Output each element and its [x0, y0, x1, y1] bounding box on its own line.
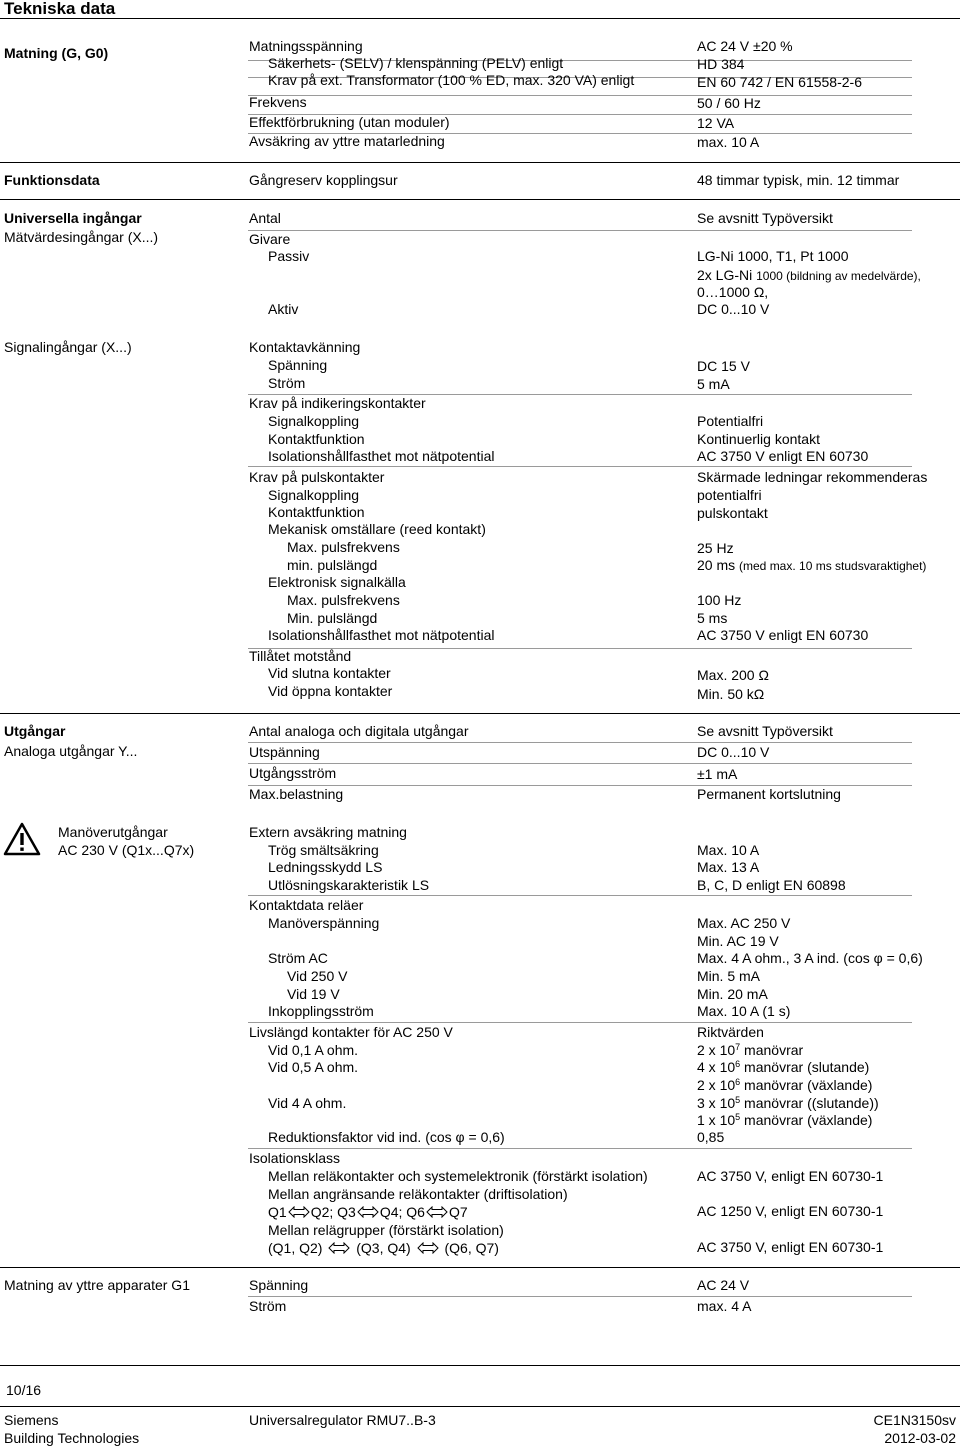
row-value: potentialfri [697, 487, 762, 503]
section-universella: Universella ingångar [4, 210, 142, 226]
footer-doc-id: CE1N3150sv [873, 1412, 956, 1428]
row-label: Trög smältsäkring [268, 842, 379, 858]
row-value: Max. 10 A [697, 842, 760, 858]
row-value: 25 Hz [697, 540, 734, 556]
row-value: Min. AC 19 V [697, 933, 779, 949]
row-label: Givare [249, 231, 291, 247]
section-funktionsdata: Funktionsdata [4, 172, 100, 188]
row-label: Vid 0,5 A ohm. [268, 1059, 359, 1075]
row-value: 5 ms [697, 610, 728, 626]
row-rule [248, 1148, 912, 1149]
row-value: 20 ms (med max. 10 ms studsvaraktighet) [697, 557, 927, 573]
row-label: (Q1, Q2) (Q3, Q4) (Q6, Q7) [268, 1240, 499, 1256]
row-value: 100 Hz [697, 592, 742, 608]
row-label: Vid slutna kontakter [268, 665, 391, 681]
double-arrow-icon [426, 1206, 448, 1218]
row-label: Inkopplingsström [268, 1003, 374, 1019]
row-value: Max. 10 A (1 s) [697, 1003, 791, 1019]
row-label: Max.belastning [249, 786, 344, 802]
row-label: Kontaktavkänning [249, 339, 361, 355]
row-label: Vid 19 V [287, 986, 340, 1002]
row-value: 2 x $10^6$ manövrar (växlande) [697, 1077, 873, 1093]
page-title: Tekniska data [4, 0, 116, 18]
row-label: Mellan angränsande reläkontakter (driftisolation) [268, 1186, 568, 1202]
warning-triangle-icon [3, 822, 41, 856]
row-value: ±1 mA [697, 766, 738, 782]
section-rule [0, 713, 960, 714]
row-value: Min. 50 kΩ [697, 686, 765, 702]
row-label: Signalkoppling [268, 413, 360, 429]
row-label: Passiv [268, 248, 310, 264]
row-value: max. 4 A [697, 1298, 752, 1314]
row-value: AC 24 V [697, 1277, 750, 1293]
row-label: Avsäkring av yttre matarledning [249, 133, 445, 149]
section-matvarde: Mätvärdesingångar (X...) [4, 229, 159, 245]
row-label: Max. pulsfrekvens [287, 592, 400, 608]
footer-product: Universalregulator RMU7..B-3 [249, 1412, 436, 1428]
row-label: Reduktionsfaktor vid ind. (cos φ = 0,6) [268, 1129, 505, 1145]
row-label: Kontaktdata reläer [249, 897, 364, 913]
title-rule [0, 18, 960, 19]
row-value: Max. 200 Ω [697, 667, 769, 683]
row-rule [248, 742, 912, 743]
row-value: 0,85 [697, 1129, 725, 1145]
row-value: Min. 5 mA [697, 968, 761, 984]
row-value: LG-Ni 1000, T1, Pt 1000 [697, 248, 849, 264]
row-value: 4 x $10^6$ manövrar (slutande) [697, 1059, 870, 1075]
row-value: AC 3750 V, enligt EN 60730-1 [697, 1239, 884, 1255]
row-value: AC 3750 V enligt EN 60730 [697, 627, 869, 643]
row-value: AC 1250 V, enligt EN 60730-1 [697, 1203, 884, 1219]
row-rule [248, 230, 912, 231]
row-rule [248, 95, 912, 96]
page-number: 10/16 [6, 1382, 42, 1398]
row-value: Skärmade ledningar rekommenderas [697, 469, 928, 485]
row-label: Extern avsäkring matning [249, 824, 407, 840]
row-rule [248, 466, 912, 467]
section-matning-yttre: Matning av yttre apparater G1 [4, 1277, 190, 1293]
row-rule [248, 1022, 912, 1023]
row-value: 50 / 60 Hz [697, 95, 761, 111]
row-label: Vid 4 A ohm. [268, 1095, 347, 1111]
row-label: min. pulslängd [287, 557, 378, 573]
row-label: Ström [249, 1298, 287, 1314]
row-label: Mellan reläkontakter och systemelektronik (förstärkt isolation) [268, 1168, 648, 1184]
double-arrow-icon [417, 1242, 439, 1254]
row-value: 12 VA [697, 115, 735, 131]
double-arrow-icon [328, 1242, 350, 1254]
row-value: DC 0...10 V [697, 301, 770, 317]
row-value: DC 15 V [697, 358, 750, 374]
section-manover-2: AC 230 V (Q1x...Q7x) [58, 842, 195, 858]
row-rule [248, 895, 912, 896]
row-label: Frekvens [249, 94, 307, 110]
double-arrow-icon [288, 1206, 310, 1218]
row-value: 48 timmar typisk, min. 12 timmar [697, 172, 900, 188]
row-label: Mellan relägrupper (förstärkt isolation) [268, 1222, 504, 1238]
row-rule [248, 763, 912, 764]
footer-division: Building Technologies [4, 1430, 140, 1446]
row-label: Säkerhets- (SELV) / klenspänning (PELV) enligt [268, 55, 564, 71]
row-value: Max. 13 A [697, 859, 760, 875]
row-value: 5 mA [697, 376, 730, 392]
section-utgangar: Utgångar [4, 723, 66, 739]
row-label: Utlösningskarakteristik LS [268, 877, 430, 893]
row-value: 2x LG-Ni 1000 (bildning av medelvärde), [697, 267, 921, 283]
section-matning: Matning (G, G0) [4, 45, 109, 61]
double-arrow-icon [357, 1206, 379, 1218]
section-analoga: Analoga utgångar Y... [4, 743, 138, 759]
row-label: Krav på pulskontakter [249, 469, 385, 485]
footer-date: 2012-03-02 [884, 1430, 956, 1446]
row-label: Gångreserv kopplingsur [249, 172, 398, 188]
row-value: 1 x $10^5$ manövrar (växlande) [697, 1112, 873, 1128]
section-rule [0, 162, 960, 163]
row-value: Se avsnitt Typöversikt [697, 723, 833, 739]
row-label: Manöverspänning [268, 915, 380, 931]
row-value: EN 60 742 / EN 61558-2-6 [697, 74, 862, 90]
row-value: Max. 4 A ohm., 3 A ind. (cos φ = 0,6) [697, 950, 923, 966]
footer-company: Siemens [4, 1412, 59, 1428]
row-label: Isolationshållfasthet mot nätpotential [268, 448, 495, 464]
row-label: Livslängd kontakter för AC 250 V [249, 1024, 453, 1040]
row-value: B, C, D enligt EN 60898 [697, 877, 846, 893]
row-label: Tillåtet motstånd [249, 648, 352, 664]
row-label: Utgångsström [249, 765, 337, 781]
row-value: DC 0...10 V [697, 744, 770, 760]
row-label: Isolationsklass [249, 1150, 341, 1166]
row-label: Effektförbrukning (utan moduler) [249, 114, 450, 130]
row-value: 3 x $10^5$ manövrar ((slutande)) [697, 1095, 879, 1111]
row-label: Signalkoppling [268, 487, 360, 503]
row-label: Spänning [268, 357, 328, 373]
row-label: Ström [268, 375, 306, 391]
row-label: Ledningsskydd LS [268, 859, 383, 875]
section-rule [0, 199, 960, 200]
section-rule [0, 1267, 960, 1268]
row-label: Krav på indikeringskontakter [249, 395, 426, 411]
row-value: AC 3750 V, enligt EN 60730-1 [697, 1168, 884, 1184]
row-label: Isolationshållfasthet mot nätpotential [268, 627, 495, 643]
row-label: Vid öppna kontakter [268, 683, 393, 699]
row-label: Q1 Q2; Q3 Q4; Q6 Q7 [268, 1204, 468, 1220]
row-label: Mekanisk omställare (reed kontakt) [268, 521, 486, 537]
section-manover-1: Manöverutgångar [58, 824, 168, 840]
row-value: AC 24 V ±20 % [697, 38, 793, 54]
row-label: Vid 0,1 A ohm. [268, 1042, 359, 1058]
row-label: Utspänning [249, 744, 320, 760]
row-value: 0…1000 Ω, [697, 284, 769, 300]
row-value: Kontinuerlig kontakt [697, 431, 820, 447]
section-signal: Signalingångar (X...) [4, 339, 132, 355]
row-value: Riktvärden [697, 1024, 764, 1040]
row-value: 2 x $10^7$ manövrar [697, 1042, 804, 1058]
row-label: Antal analoga och digitala utgångar [249, 723, 469, 739]
section-rule [0, 1365, 960, 1366]
row-label: Ström AC [268, 950, 328, 966]
row-label: Vid 250 V [287, 968, 348, 984]
row-label: Aktiv [268, 301, 299, 317]
row-label: Kontaktfunktion [268, 504, 365, 520]
row-label: Spänning [249, 1277, 309, 1293]
row-label: Matningsspänning [249, 38, 363, 54]
row-rule [248, 1296, 912, 1297]
row-label: Max. pulsfrekvens [287, 539, 400, 555]
row-value: Max. AC 250 V [697, 915, 791, 931]
row-label: Antal [249, 210, 281, 226]
section-rule [0, 1406, 960, 1407]
row-label: Elektronisk signalkälla [268, 574, 406, 590]
row-value: AC 3750 V enligt EN 60730 [697, 448, 869, 464]
row-value: Potentialfri [697, 413, 764, 429]
row-value: Se avsnitt Typöversikt [697, 210, 833, 226]
row-value: Min. 20 mA [697, 986, 768, 1002]
row-label: Min. pulslängd [287, 610, 378, 626]
row-value: max. 10 A [697, 134, 760, 150]
row-value: Permanent kortslutning [697, 786, 841, 802]
row-value: pulskontakt [697, 505, 768, 521]
row-label: Kontaktfunktion [268, 431, 365, 447]
row-value: HD 384 [697, 56, 745, 72]
row-label: Krav på ext. Transformator (100 % ED, max. 320 VA) enligt [268, 72, 635, 88]
